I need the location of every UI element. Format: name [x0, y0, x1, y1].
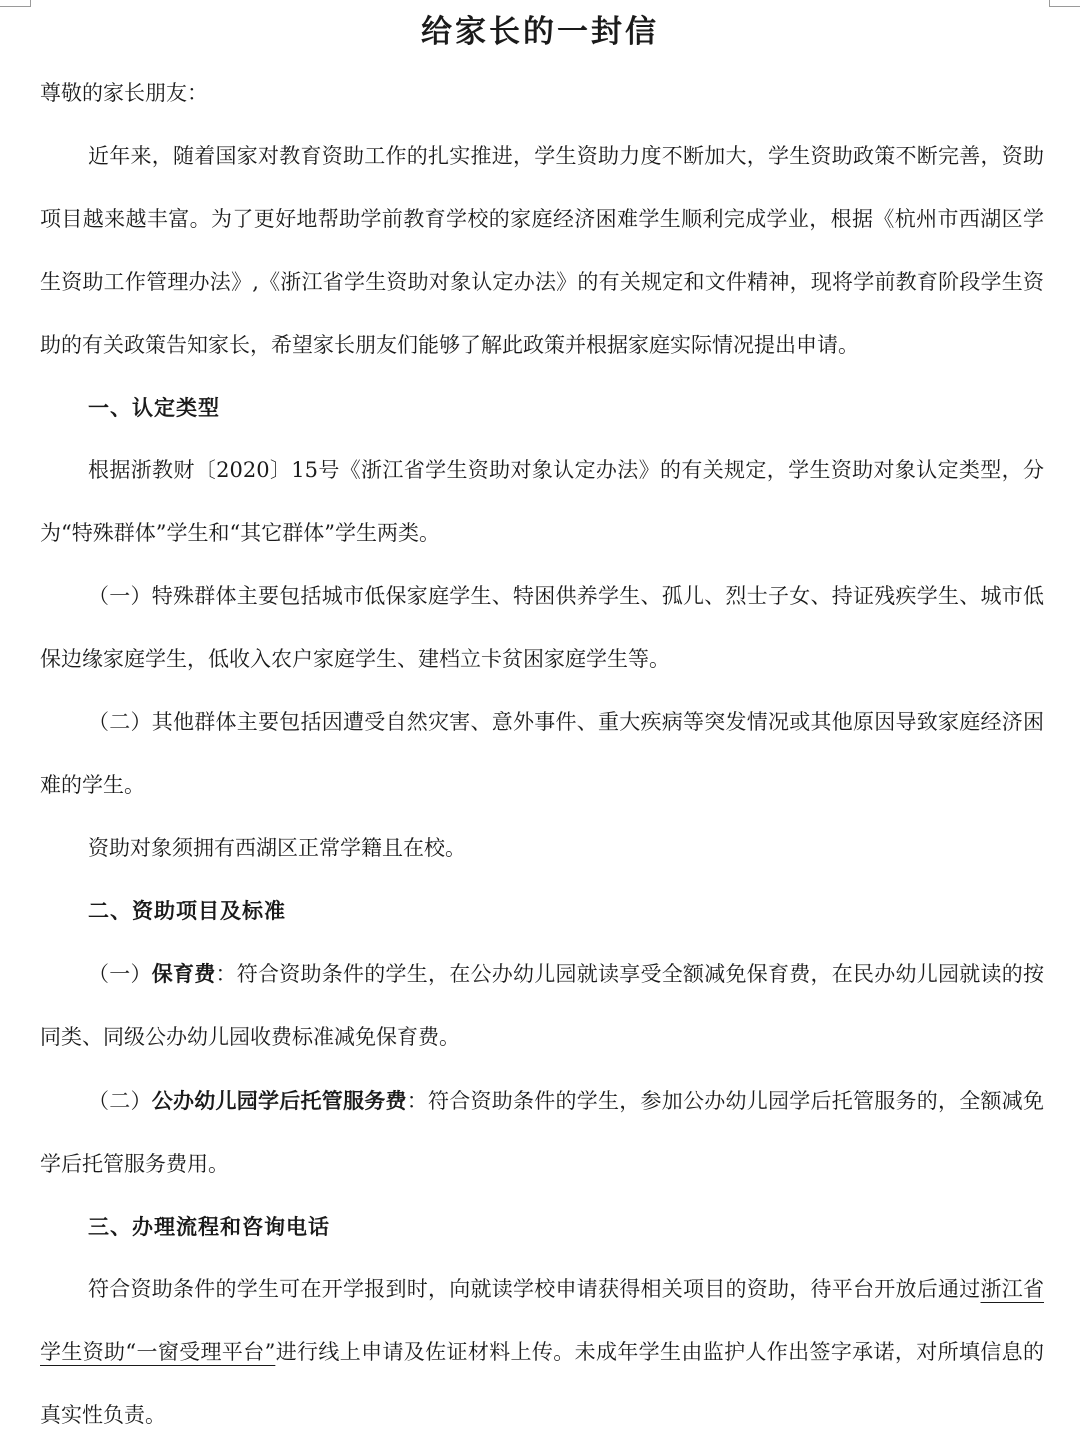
intro-paragraph: 近年来，随着国家对教育资助工作的扎实推进，学生资助力度不断加大，学生资助政策不断完善，资助项目越来越丰富。为了更好地帮助学前教育学校的家庭经济困难学生顺利完成学业，根据《杭州市西湖区学生资助工作管理办法》,《浙江省学生资助对象认定办法》的有关规定和文件精神，现将学前教育阶段学生资助的有关政策告知家长，希望家长朋友们能够了解此政策并根据家庭实际情况提出申请。 — [40, 144, 1044, 357]
childcare-fee-paragraph — [40, 942, 1044, 1069]
after-school-care-body: ：符合资助条件的学生，参加公办幼儿园学后托管服务的，全额减免学后托管服务费用。 — [40, 1089, 1044, 1176]
application-process-paragraph — [40, 1258, 1044, 1447]
childcare-fee-body: ：符合资助条件的学生，在公办幼儿园就读享受全额减免保育费，在民办幼儿园就读的按同类、同级公办幼儿园收费标准减免保育费。 — [40, 962, 1044, 1049]
section-heading-funding-items: 二、资助项目及标准 — [88, 898, 286, 923]
page-title: 给家长的一封信 — [421, 14, 659, 50]
after-school-care-term: 公办幼儿园学后托管服务费 — [151, 1088, 407, 1113]
section-heading-process-contact: 三、办理流程和咨询电话 — [88, 1214, 330, 1239]
section-heading-recognition-types: 一、认定类型 — [88, 395, 220, 420]
letter-body — [40, 62, 1044, 1447]
recognition-basis-paragraph: 根据浙教财〔2020〕15号《浙江省学生资助对象认定办法》的有关规定，学生资助对象认定类型，分为“特殊群体”学生和“其它群体”学生两类。 — [40, 458, 1044, 545]
salutation: 尊敬的家长朋友： — [40, 81, 208, 105]
other-group-paragraph: （二）其他群体主要包括因遭受自然灾害、意外事件、重大疾病等突发情况或其他原因导致家庭经济困难的学生。 — [40, 710, 1044, 797]
after-school-care-paragraph — [40, 1069, 1044, 1196]
item-prefix: （二） — [88, 1089, 152, 1113]
process-text-start: 符合资助条件的学生可在开学报到时，向就读学校申请获得相关项目的资助，待平台开放后通过 — [88, 1277, 981, 1301]
enrollment-requirement-paragraph: 资助对象须拥有西湖区正常学籍且在校。 — [88, 836, 466, 860]
childcare-fee-term: 保育费 — [151, 961, 216, 986]
process-text-end: 进行线上申请及佐证材料上传。未成年学生由监护人作出签字承诺，对所填信息的真实性负责。 — [40, 1340, 1044, 1427]
one-window-platform-link[interactable]: 浙江省学生资助“一窗受理平台” — [40, 1277, 1044, 1364]
special-group-paragraph: （一）特殊群体主要包括城市低保家庭学生、特困供养学生、孤儿、烈士子女、持证残疾学生、城市低保边缘家庭学生，低收入农户家庭学生、建档立卡贫困家庭学生等。 — [40, 584, 1044, 671]
item-prefix: （一） — [88, 962, 152, 986]
